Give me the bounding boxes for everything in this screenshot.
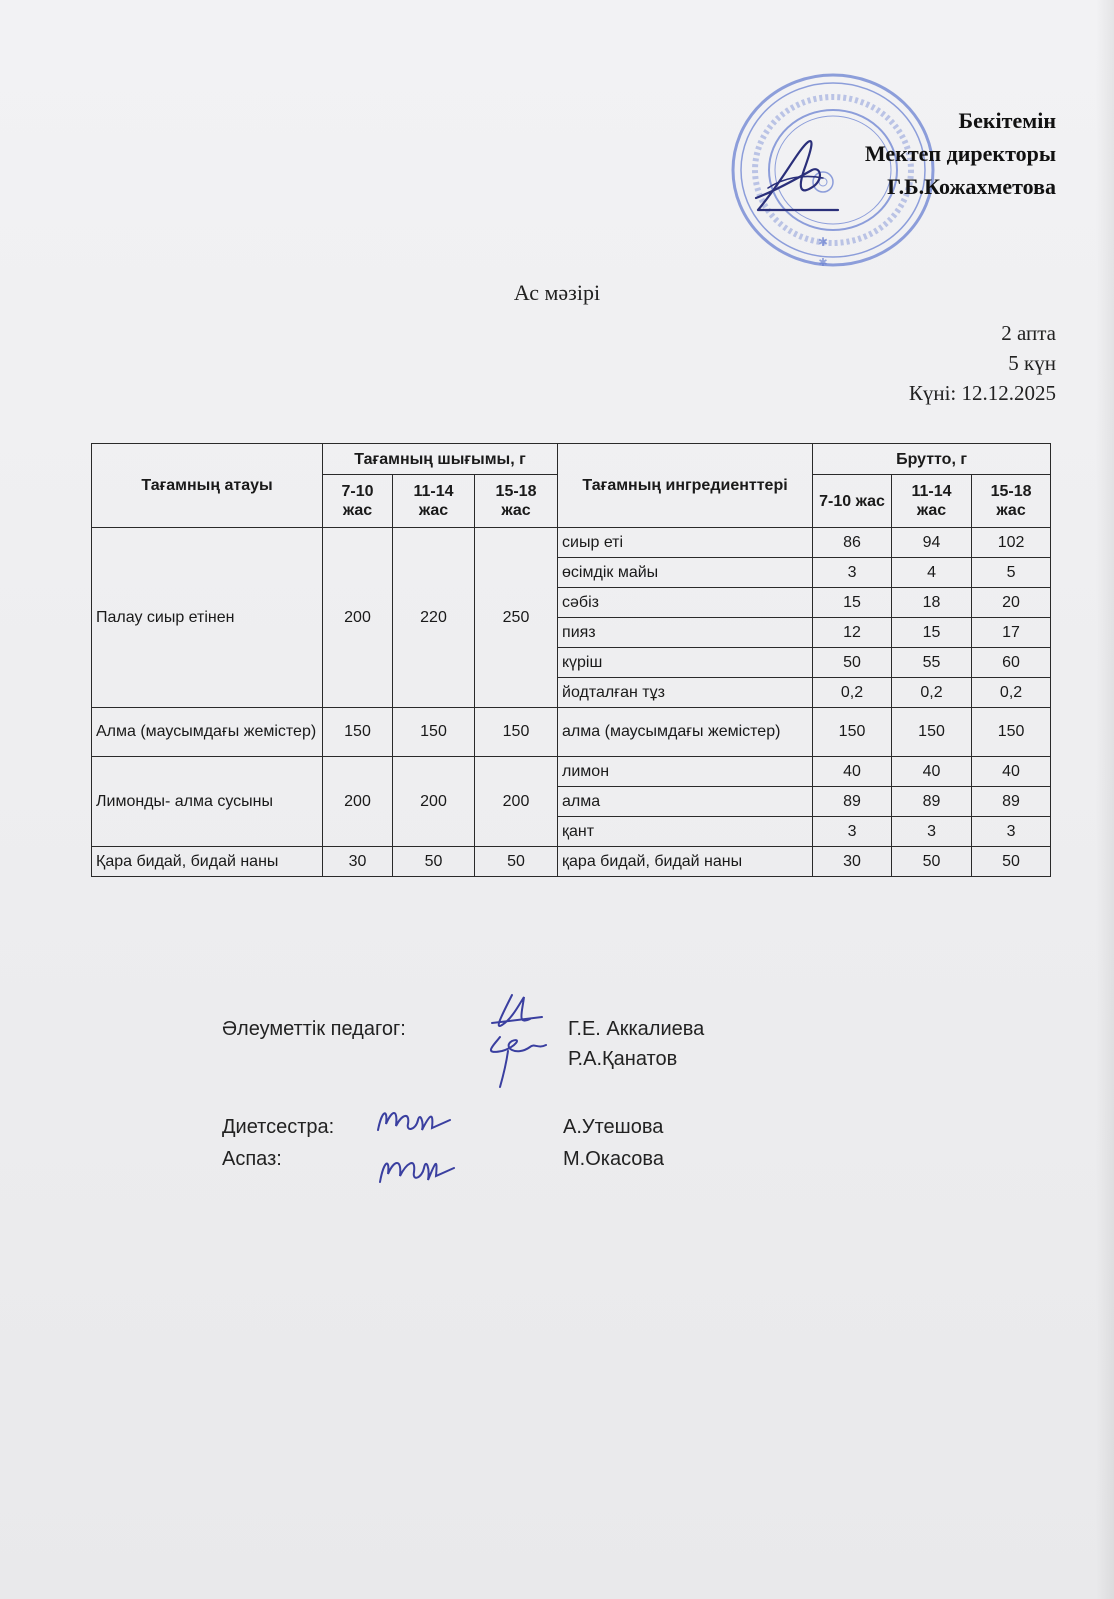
gross-11-14: 50 [892, 847, 972, 877]
gross-15-18: 3 [972, 817, 1051, 847]
social-pedagogue-name-2: Р.А.Қанатов [568, 1048, 678, 1070]
approval-position: Мектеп директоры [864, 141, 1056, 166]
gross-15-18: 50 [972, 847, 1051, 877]
gross-15-18: 89 [972, 787, 1051, 817]
date-label: Күні: 12.12.2025 [908, 381, 1056, 405]
gross-7-10: 150 [813, 708, 892, 757]
gross-11-14: 0,2 [892, 678, 972, 708]
header-gross-age-15-18: 15-18 жас [972, 475, 1051, 528]
table-row [92, 757, 1051, 787]
ingredient-name: алма (маусымдағы жемістер) [558, 708, 813, 757]
gross-7-10: 0,2 [813, 678, 892, 708]
gross-7-10: 30 [813, 847, 892, 877]
page-edge-shadow [1096, 0, 1114, 1599]
gross-11-14: 18 [892, 588, 972, 618]
gross-7-10: 89 [813, 787, 892, 817]
output-11-14: 150 [393, 708, 475, 757]
header-output: Тағамның шығымы, г [323, 444, 558, 475]
ingredient-name: сиыр еті [558, 528, 813, 558]
gross-15-18: 0,2 [972, 678, 1051, 708]
svg-text:✱: ✱ [818, 257, 828, 269]
menu-table [91, 443, 1051, 877]
week-label: 2 апта [1001, 321, 1056, 345]
output-15-18: 200 [475, 757, 558, 847]
gross-7-10: 12 [813, 618, 892, 648]
ingredient-name: сәбіз [558, 588, 813, 618]
gross-15-18: 150 [972, 708, 1051, 757]
gross-15-18: 40 [972, 757, 1051, 787]
gross-7-10: 15 [813, 588, 892, 618]
gross-11-14: 150 [892, 708, 972, 757]
social-pedagogue-signature [472, 985, 562, 1095]
output-15-18: 150 [475, 708, 558, 757]
ingredient-name: күріш [558, 648, 813, 678]
gross-11-14: 40 [892, 757, 972, 787]
output-7-10: 30 [323, 847, 393, 877]
svg-text:✱: ✱ [817, 235, 829, 249]
gross-11-14: 15 [892, 618, 972, 648]
dish-name: Алма (маусымдағы жемістер) [92, 708, 323, 757]
header-gross-age-7-10: 7-10 жас [813, 475, 892, 528]
table-row [92, 528, 1051, 558]
gross-15-18: 17 [972, 618, 1051, 648]
output-11-14: 50 [393, 847, 475, 877]
dish-name: Палау сиыр етінен [92, 528, 323, 708]
approval-block [865, 104, 1056, 203]
day-label: 5 күн [1008, 351, 1056, 375]
ingredient-name: алма [558, 787, 813, 817]
social-pedagogue-label: Әлеуметтік педагог: [222, 1018, 406, 1040]
gross-11-14: 94 [892, 528, 972, 558]
header-output-age-11-14: 11-14 жас [393, 475, 475, 528]
output-15-18: 250 [475, 528, 558, 708]
gross-11-14: 4 [892, 558, 972, 588]
gross-11-14: 89 [892, 787, 972, 817]
dish-name: Лимонды- алма сусыны [92, 757, 323, 847]
approval-name: Г.Б.Кожахметова [887, 174, 1056, 199]
ingredient-name: лимон [558, 757, 813, 787]
table-row [92, 708, 1051, 757]
output-11-14: 220 [393, 528, 475, 708]
gross-7-10: 3 [813, 817, 892, 847]
gross-7-10: 3 [813, 558, 892, 588]
table-header-row [92, 444, 1051, 475]
output-15-18: 50 [475, 847, 558, 877]
gross-15-18: 60 [972, 648, 1051, 678]
cook-name: М.Окасова [563, 1148, 664, 1170]
dish-name: Қара бидай, бидай наны [92, 847, 323, 877]
menu-meta [909, 318, 1056, 408]
ingredient-name: қара бидай, бидай наны [558, 847, 813, 877]
cook-signature [372, 1142, 472, 1192]
output-11-14: 200 [393, 757, 475, 847]
gross-7-10: 50 [813, 648, 892, 678]
output-7-10: 200 [323, 528, 393, 708]
gross-11-14: 3 [892, 817, 972, 847]
table-row [92, 847, 1051, 877]
header-ingredients: Тағамның ингредиенттері [558, 444, 813, 528]
ingredient-name: өсімдік майы [558, 558, 813, 588]
page-title: Ас мәзірі [513, 280, 601, 305]
header-dish: Тағамның атауы [92, 444, 323, 528]
output-7-10: 200 [323, 757, 393, 847]
ingredient-name: қант [558, 817, 813, 847]
ingredient-name: йодталған тұз [558, 678, 813, 708]
cook-label: Аспаз: [222, 1148, 282, 1170]
gross-15-18: 20 [972, 588, 1051, 618]
approval-title: Бекітемін [958, 108, 1056, 133]
dietitian-name: А.Утешова [563, 1116, 664, 1138]
header-output-age-7-10: 7-10 жас [323, 475, 393, 528]
gross-7-10: 86 [813, 528, 892, 558]
gross-15-18: 102 [972, 528, 1051, 558]
header-gross: Брутто, г [813, 444, 1051, 475]
gross-7-10: 40 [813, 757, 892, 787]
header-output-age-15-18: 15-18 жас [475, 475, 558, 528]
dietitian-signature [372, 1100, 472, 1144]
ingredient-name: пияз [558, 618, 813, 648]
header-gross-age-11-14: 11-14 жас [892, 475, 972, 528]
gross-15-18: 5 [972, 558, 1051, 588]
output-7-10: 150 [323, 708, 393, 757]
dietitian-label: Диетсестра: [222, 1116, 335, 1138]
social-pedagogue-name-1: Г.Е. Аккалиева [568, 1018, 705, 1040]
gross-11-14: 55 [892, 648, 972, 678]
